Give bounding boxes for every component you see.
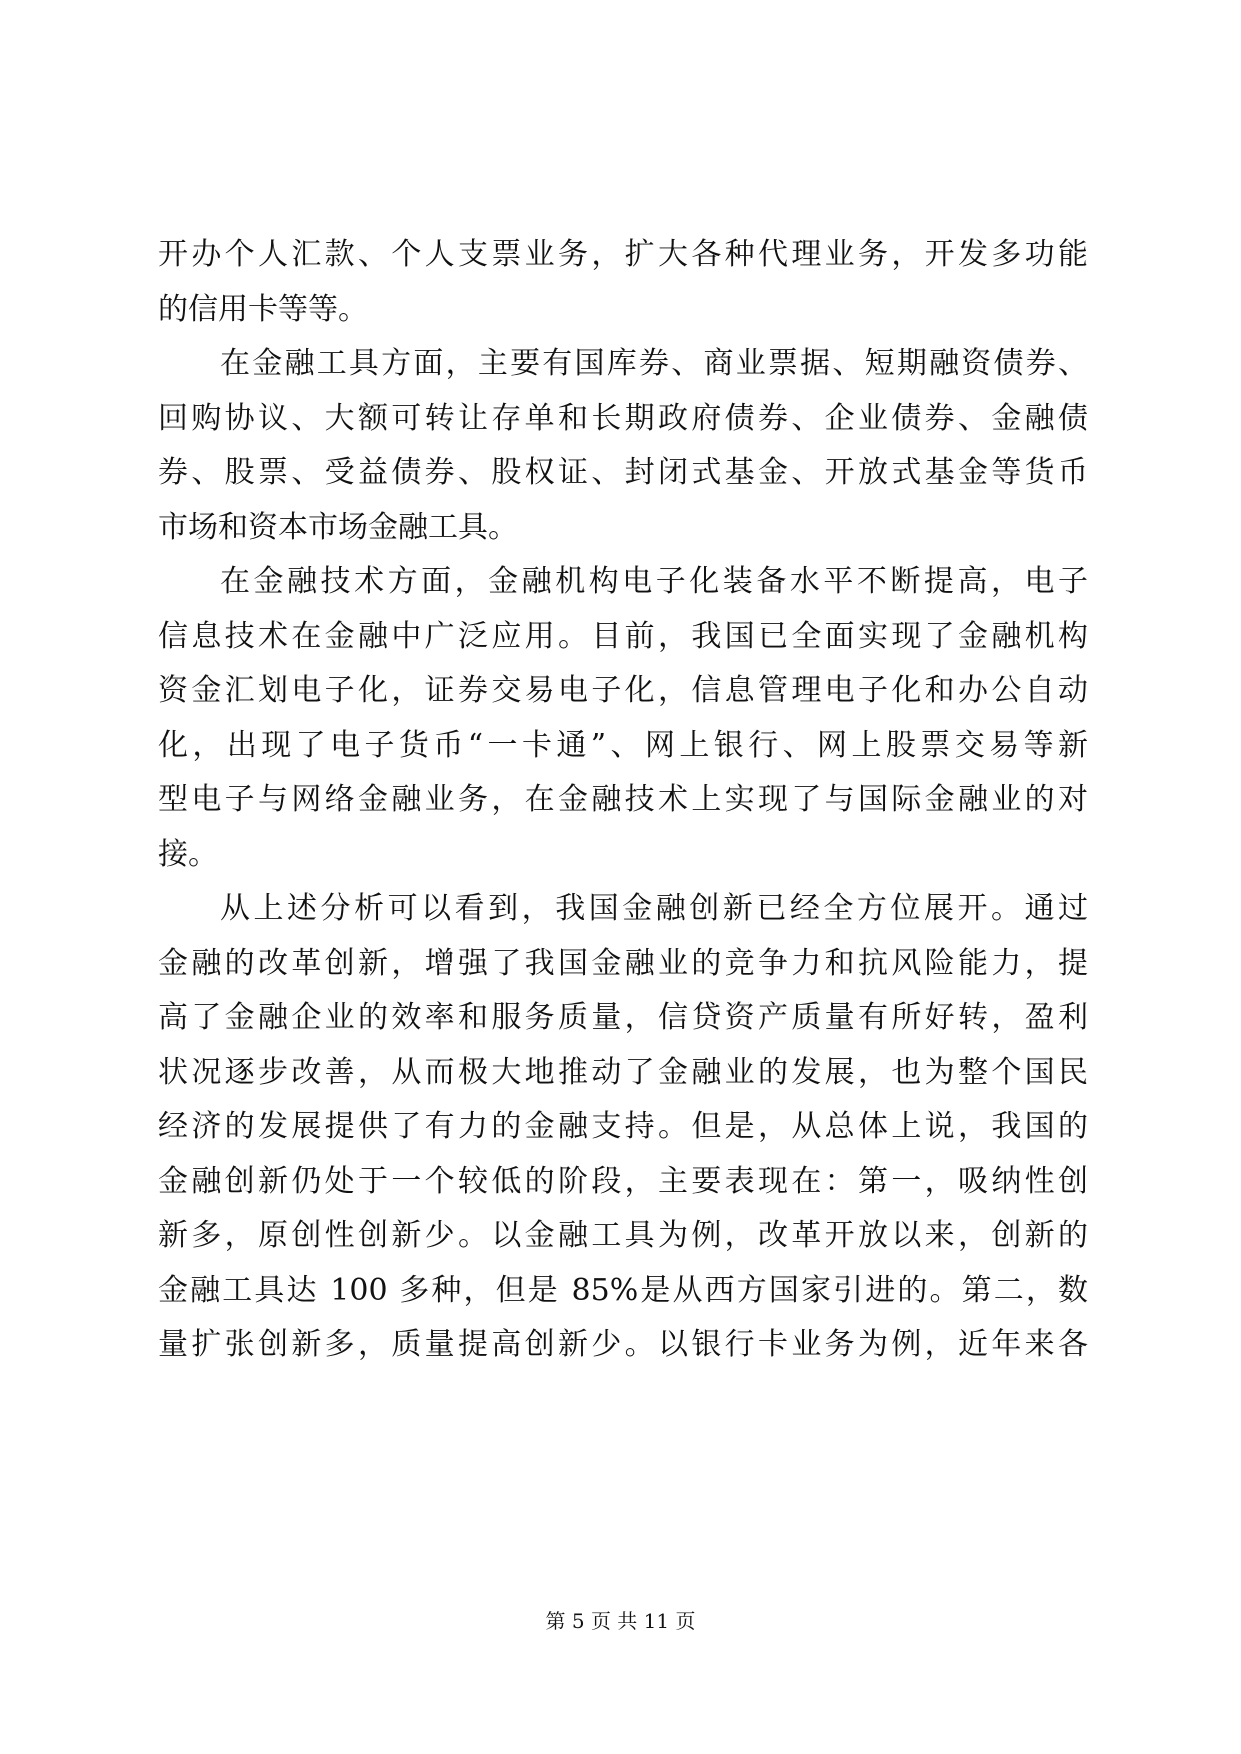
text-line: 券、股票、受益债券、股权证、封闭式基金、开放式基金等货币 xyxy=(158,455,1088,490)
paragraph-start-line: 在金融技术方面，金融机构电子化装备水平不断提高，电子 xyxy=(220,564,1088,599)
text-line: 回购协议、大额可转让存单和长期政府债券、企业债券、金融债 xyxy=(158,400,1088,436)
document-body xyxy=(158,228,1088,1373)
text-line: 新多，原创性创新少。以金融工具为例，改革开放以来，创新的 xyxy=(158,1218,1088,1253)
text-line: 经济的发展提供了有力的金融支持。但是，从总体上说，我国的 xyxy=(158,1109,1088,1144)
text-line: 型电子与网络金融业务，在金融技术上实现了与国际金融业的对 xyxy=(158,782,1088,817)
text-line: 金融创新仍处于一个较低的阶段，主要表现在：第一，吸纳性创 xyxy=(158,1163,1088,1199)
text-line: 资金汇划电子化，证券交易电子化，信息管理电子化和办公自动 xyxy=(158,673,1088,708)
text-line: 量扩张创新多，质量提高创新少。以银行卡业务为例，近年来各 xyxy=(158,1327,1088,1362)
paragraph-start-line: 在金融工具方面，主要有国库券、商业票据、短期融资债券、 xyxy=(220,346,1088,381)
text-line: 接。 xyxy=(158,836,218,872)
text-line: 市场和资本市场金融工具。 xyxy=(158,509,518,545)
text-line: 开办个人汇款、个人支票业务，扩大各种代理业务，开发多功能 xyxy=(158,237,1088,272)
text-line: 的信用卡等等。 xyxy=(158,291,368,327)
text-line: 金融的改革创新，增强了我国金融业的竞争力和抗风险能力，提 xyxy=(158,945,1088,981)
text-line: 状况逐步改善，从而极大地推动了金融业的发展，也为整个国民 xyxy=(158,1054,1088,1090)
text-line: 信息技术在金融中广泛应用。目前，我国已全面实现了金融机构 xyxy=(158,618,1088,654)
text-line: 金融工具达 100 多种，但是 85%是从西方国家引进的。第二，数 xyxy=(158,1272,1088,1308)
text-line: 高了金融企业的效率和服务质量，信贷资产质量有所好转，盈利 xyxy=(158,1000,1088,1035)
paragraph-start-line: 从上述分析可以看到，我国金融创新已经全方位展开。通过 xyxy=(220,891,1088,926)
text-line: 化，出现了电子货币“一卡通”、网上银行、网上股票交易等新 xyxy=(158,727,1088,763)
page-number-footer: 第 5 页 共 11 页 xyxy=(545,1609,696,1633)
